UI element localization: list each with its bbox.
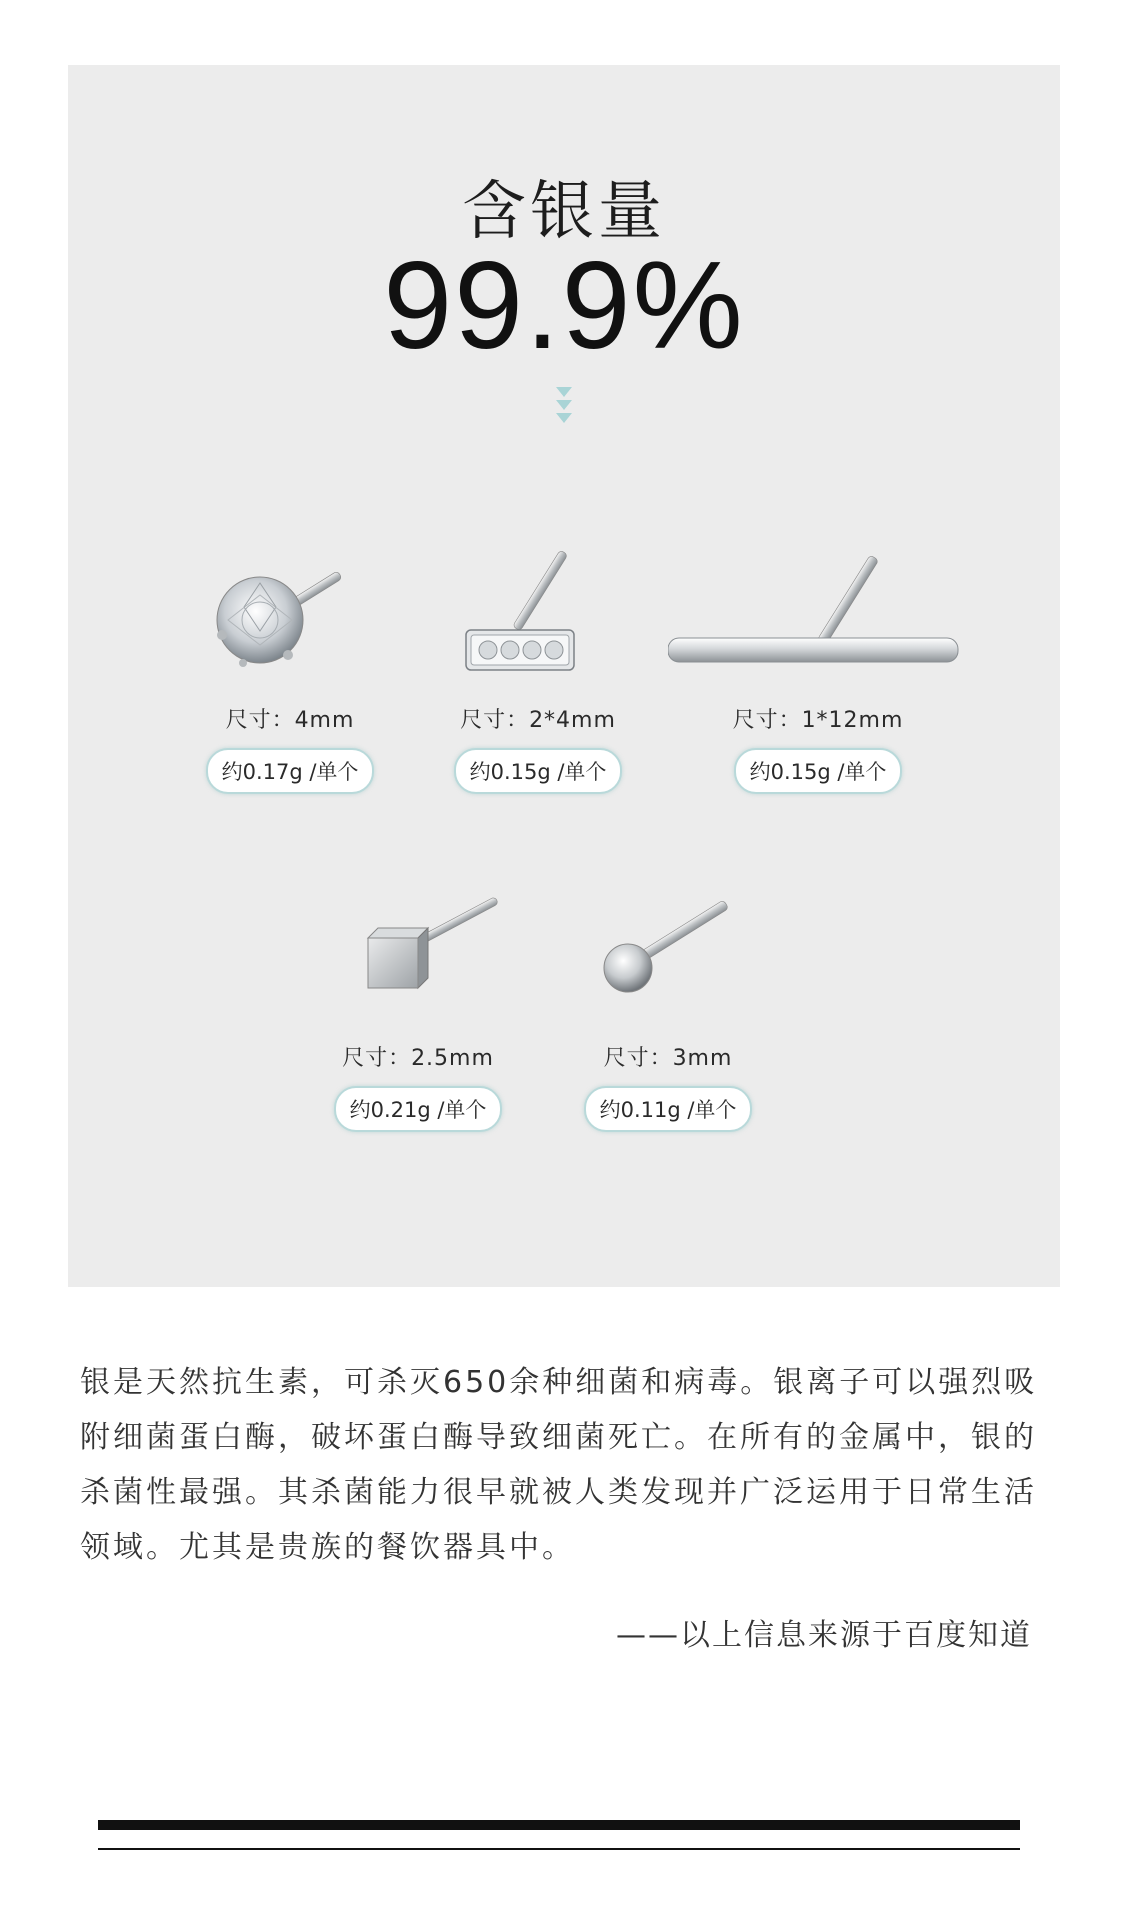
product-card (548, 873, 788, 1132)
divider-thin (98, 1848, 1020, 1850)
product-size: 尺寸：4mm (225, 708, 355, 733)
product-weight-badge: 约0.17g /单个 (206, 748, 375, 794)
panel-title: 含银量 (462, 175, 666, 249)
product-card (668, 535, 968, 794)
silver-percent: 99.9% (383, 237, 745, 375)
product-card (170, 535, 410, 794)
product-size: 尺寸：2*4mm (460, 708, 616, 733)
bar-crystal-stud-icon (418, 535, 658, 685)
product-weight-badge: 约0.15g /单个 (734, 748, 903, 794)
long-bar-stud-icon (668, 535, 968, 685)
product-weight-badge: 约0.15g /单个 (454, 748, 623, 794)
product-size: 尺寸：1*12mm (732, 708, 904, 733)
divider-thick (98, 1820, 1020, 1830)
product-weight-badge: 约0.11g /单个 (584, 1086, 753, 1132)
product-size: 尺寸：2.5mm (342, 1046, 494, 1071)
product-size: 尺寸：3mm (603, 1046, 733, 1071)
silver-description: 银是天然抗生素，可杀灭650余种细菌和病毒。银离子可以强烈吸附细菌蛋白酶，破坏蛋白酶导致细菌死亡。在所有的金属中，银的杀菌性最强。其杀菌能力很早就被人类发现并广泛运用于日常生活领域。尤其是贵族的餐饮器具中。 (80, 1365, 1038, 1565)
product-card (418, 535, 658, 794)
round-crystal-stud-icon (170, 535, 410, 685)
silver-content-panel (68, 65, 1060, 1287)
source-note: ——以上信息来源于百度知道 (616, 1618, 1032, 1653)
ball-stud-icon (548, 873, 788, 1023)
product-card (298, 873, 538, 1132)
cube-stud-icon (298, 873, 538, 1023)
product-weight-badge: 约0.21g /单个 (334, 1086, 503, 1132)
down-arrows-icon (544, 387, 584, 437)
